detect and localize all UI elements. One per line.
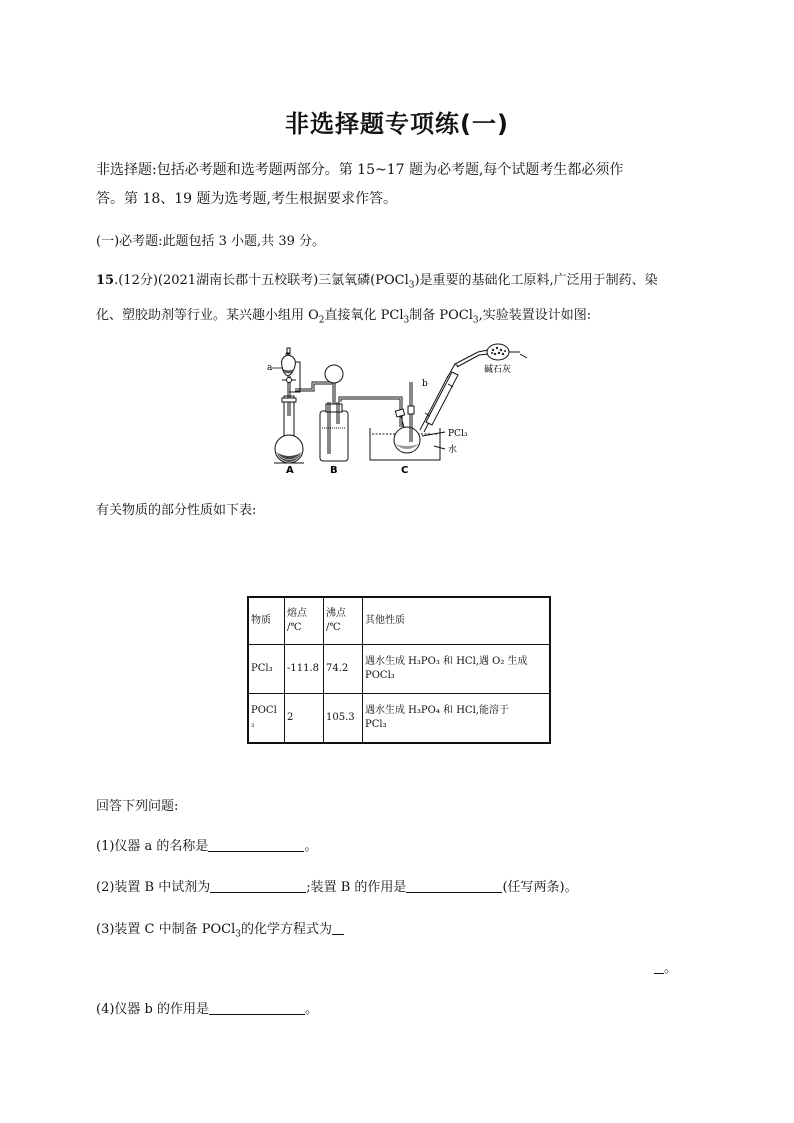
- answer-blank[interactable]: [654, 959, 664, 974]
- cell-substance-text: POCl: [251, 705, 277, 716]
- table-row: [248, 645, 550, 694]
- instructions-label: 非选择题: [96, 162, 152, 178]
- header-other: 其他性质: [363, 597, 551, 645]
- header-mp-unit: /℃: [287, 622, 302, 633]
- cell-bp: 74.2: [324, 645, 363, 694]
- label-B: B: [330, 465, 338, 476]
- table-header-row: [248, 597, 550, 645]
- cell-other: [363, 694, 551, 744]
- table-intro: 有关物质的部分性质如下表:: [96, 503, 257, 518]
- question-4-text: (4)仪器 b 的作用是: [96, 1002, 210, 1017]
- question-text: ,实验装置设计如图:: [478, 307, 592, 323]
- label-soda-lime: 碱石灰: [484, 365, 512, 375]
- label-pcl3: PCl₃: [448, 429, 468, 439]
- label-water: 水: [448, 445, 458, 455]
- cell-bp: 105.3: [324, 694, 363, 744]
- answer-blank[interactable]: [210, 878, 306, 893]
- label-A: A: [286, 465, 294, 476]
- question-2: [96, 876, 578, 895]
- instructions-text: :包括必考题和选考题两部分。第 15~17 题为必考题,每个试题考生都必须作: [152, 162, 624, 178]
- apparatus-diagram: [262, 342, 538, 478]
- label-C: C: [401, 465, 409, 476]
- question-text: .(12分)(2021湖南长郡十五校联考)三氯氧磷(POCl: [114, 273, 409, 288]
- question-1-end: 。: [304, 839, 318, 854]
- question-text: 化、塑胶助剂等行业。某兴趣小组用 O: [96, 307, 319, 323]
- properties-table: [247, 596, 551, 744]
- question-2-text-b: ;装置 B 的作用是: [306, 880, 407, 895]
- subscript: 3: [472, 315, 479, 326]
- cell-other-line2: POCl₃: [365, 670, 395, 681]
- table-row: [248, 694, 550, 744]
- header-boiling-point: [324, 597, 363, 645]
- cell-substance: [248, 694, 285, 744]
- apparatus-c: [370, 344, 527, 460]
- subscript: 3: [403, 315, 410, 326]
- question-number: 15: [96, 273, 115, 288]
- answer-intro: 回答下列问题:: [96, 799, 179, 814]
- answer-blank[interactable]: [209, 1000, 305, 1015]
- question-3: [96, 918, 344, 940]
- instructions: [96, 156, 696, 214]
- question-3-continuation: [654, 957, 677, 976]
- cell-substance-sub: ₃: [251, 720, 255, 729]
- subscript: 3: [235, 929, 242, 940]
- question-text: 直接氧化 PCl: [324, 307, 404, 323]
- subscript: 3: [408, 280, 415, 291]
- cell-other-line2: PCl₃: [365, 719, 387, 730]
- cell-other-line1: 遇水生成 H₃PO₄ 和 HCl,能溶于: [365, 705, 509, 716]
- header-mp-label: 熔点: [287, 608, 307, 619]
- instructions-text-2: 答。第 18、19 题为选考题,考生根据要求作答。: [96, 191, 397, 207]
- answer-blank[interactable]: [332, 920, 344, 935]
- question-2-text: (2)装置 B 中试剂为: [96, 880, 211, 895]
- question-15-stem: [96, 266, 696, 335]
- question-4: [96, 998, 318, 1017]
- cell-other-line1: 遇水生成 H₃PO₃ 和 HCl,遇 O₂ 生成: [365, 656, 528, 667]
- cell-other: [363, 645, 551, 694]
- answer-blank[interactable]: [208, 837, 304, 852]
- cell-mp: -111.8: [285, 645, 324, 694]
- header-bp-unit: /℃: [326, 622, 341, 633]
- label-a: a: [267, 363, 273, 373]
- question-3-text-b: 的化学方程式为: [241, 922, 333, 937]
- question-3-end: 。: [664, 961, 678, 976]
- subscript: 2: [318, 315, 325, 326]
- cell-mp: 2: [285, 694, 324, 744]
- page-title: 非选择题专项练(一): [285, 110, 509, 138]
- question-3-text: (3)装置 C 中制备 POCl: [96, 922, 236, 937]
- label-b: b: [422, 379, 428, 389]
- section-heading: (一)必考题:此题包括 3 小题,共 39 分。: [96, 234, 325, 249]
- cell-substance: PCl₃: [248, 645, 285, 694]
- question-1-text: (1)仪器 a 的名称是: [96, 839, 209, 854]
- header-melting-point: [285, 597, 324, 645]
- answer-blank[interactable]: [406, 878, 502, 893]
- header-substance: 物质: [248, 597, 285, 645]
- question-text: )是重要的基础化工原料,广泛用于制药、染: [414, 273, 658, 288]
- question-4-end: 。: [305, 1002, 319, 1017]
- question-2-end: (任写两条)。: [502, 880, 578, 895]
- header-bp-label: 沸点: [326, 608, 346, 619]
- question-1: [96, 835, 317, 854]
- question-text: 制备 POCl: [409, 307, 473, 323]
